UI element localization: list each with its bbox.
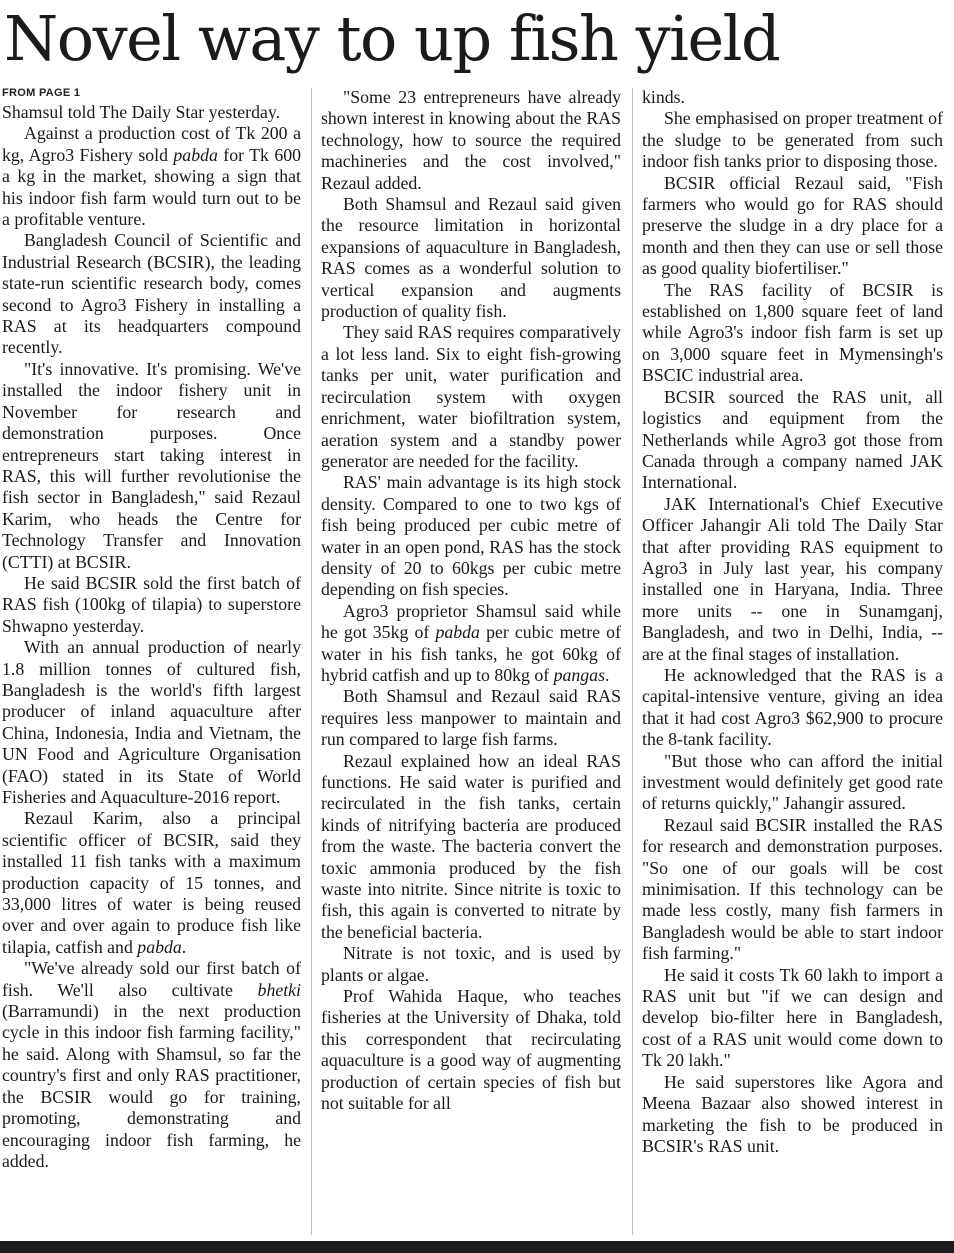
paragraph: He said superstores like Agora and Meena Bazaar also showed interest in marketing the fish to be produced in BCSIR's RAS unit.	[642, 1071, 943, 1156]
column-divider	[632, 88, 633, 1235]
paragraph: The RAS facility of BCSIR is established on 1,800 square feet of land while Agro3's indoor fish farm is set up on 3,000 square feet in Mymensingh's BSCIC industrial area.	[642, 279, 943, 386]
paragraph: "But those who can afford the initial investment would definitely get good rate of returns quickly," Jahangir assured.	[642, 750, 943, 814]
column-divider	[311, 88, 312, 1235]
paragraph: Rezaul Karim, also a principal scientific officer of BCSIR, said they installed 11 fish tanks with a maximum production capacity of 15 tonnes, and 33,000 litres of water is being reused over and over again to produce fish like tilapia, catfish and pabda.	[2, 808, 301, 957]
article-column-3	[642, 87, 943, 1239]
paragraph: "It's innovative. It's promising. We've installed the indoor fishery unit in November for research and demonstration purposes. Once entrepreneurs start taking interest in RAS, this will further revolutionise the fish sector in Bangladesh," said Rezaul Karim, who heads the Centre for Technology Transfer and Innovation (CTTI) at BCSIR.	[2, 358, 301, 572]
paragraph: "Some 23 entrepreneurs have already shown interest in knowing about the RAS technology, how to source the required machineries and the cost involved," Rezaul added.	[321, 87, 621, 193]
paragraph: He said BCSIR sold the first batch of RAS fish (100kg of tilapia) to superstore Shwapno yesterday.	[2, 572, 301, 636]
article-column-2	[321, 87, 621, 1239]
paragraph: They said RAS requires comparatively a lot less land. Six to eight fish-growing tanks per unit, water purification and recirculation system with oxygen enrichment, water biofiltration system, aeration system and a standby power generator are needed for the facility.	[321, 322, 621, 471]
headline: Novel way to up fish yield	[4, 2, 780, 75]
paragraph: "We've already sold our first batch of fish. We'll also cultivate bhetki (Barramundi) in the next production cycle in this indoor fish farming facility," he said. Along with Shamsul, so far the country's first and only RAS practitioner, the BCSIR would go for training, promoting, demonstrating and encouraging indoor fish farming, he added.	[2, 958, 301, 1171]
paragraph: JAK International's Chief Executive Officer Jahangir Ali told The Daily Star that after providing RAS equipment to Agro3 in July last year, his company installed one in Haryana, India. Three more units -- one in Sunamganj, Bangladesh, and two in Delhi, India, -- are at the final stages of installation.	[642, 493, 943, 664]
paragraph: Nitrate is not toxic, and is used by plants or algae.	[321, 943, 621, 985]
paragraph: Prof Wahida Haque, who teaches fisheries at the University of Dhaka, told this correspondent that recirculating aquaculture is a good way of augmenting production of certain species of fish but not suitable for all	[321, 986, 621, 1114]
paragraph: Against a production cost of Tk 200 a kg, Agro3 Fishery sold pabda for Tk 600 a kg in the market, showing a sign that his indoor fish farm would turn out to be a profitable venture.	[2, 123, 301, 230]
paragraph: Shamsul told The Daily Star yesterday.	[2, 102, 281, 122]
paragraph: She emphasised on proper treatment of the sludge to be generated from such indoor fish tanks prior to disposing those.	[642, 108, 943, 172]
paragraph: Rezaul said BCSIR installed the RAS for research and demonstration purposes. "So one of our goals will be cost minimisation. If this technology can be made less costly, many fish farmers in Bangladesh would be able to start indoor fish farming."	[642, 814, 943, 964]
paragraph: Both Shamsul and Rezaul said given the resource limitation in horizontal expansions of aquaculture in Bangladesh, RAS comes as a wonderful solution to vertical expansion and augments production of quality fish.	[321, 194, 621, 322]
paragraph: kinds.	[642, 87, 685, 107]
jump-label: FROM PAGE 1	[2, 87, 81, 99]
paragraph: BCSIR sourced the RAS unit, all logistics and equipment from the Netherlands while Agro3 got those from Canada through a company named JAK International.	[642, 386, 943, 493]
paragraph: BCSIR official Rezaul said, "Fish farmers who would go for RAS should preserve the sludge in a dry place for a month and then they can use or sell those as good quality biofertiliser."	[642, 172, 943, 279]
paragraph: RAS' main advantage is its high stock density. Compared to one to two kgs of fish being produced per cubic metre of water in an open pond, RAS has the stock density of 20 to 60kgs per cubic metre depending on fish species.	[321, 472, 621, 600]
page-bottom-rule	[0, 1241, 954, 1253]
paragraph: Both Shamsul and Rezaul said RAS requires less manpower to maintain and run compared to large fish farms.	[321, 686, 621, 750]
paragraph: With an annual production of nearly 1.8 million tonnes of cultured fish, Bangladesh is the world's fifth largest producer of inland aquaculture after China, Indonesia, India and Vietnam, the UN Food and Agriculture Organisation (FAO) stated in its State of World Fisheries and Aquaculture-2016 report.	[2, 637, 301, 807]
paragraph: He acknowledged that the RAS is a capital-intensive venture, giving an idea that it had cost Agro3 $62,900 to procure the 8-tank facility.	[642, 664, 943, 750]
paragraph: Agro3 proprietor Shamsul said while he got 35kg of pabda per cubic metre of water in his fish tanks, he got 60kg of hybrid catfish and up to 80kg of pangas.	[321, 600, 621, 685]
paragraph: Bangladesh Council of Scientific and Industrial Research (BCSIR), the leading state-run scientific research body, comes second to Agro3 Fishery in installing a RAS at its headquarters compound recently.	[2, 230, 301, 358]
paragraph: Rezaul explained how an ideal RAS functions. He said water is purified and recirculated in the fish tanks, certain kinds of nitrifying bacteria are produced from the waste. The bacteria convert the toxic ammonia produced by the fish waste into nitrite. Since nitrite is toxic to fish, this again is converted to nitrate by the beneficial bacteria.	[321, 750, 621, 942]
paragraph: He said it costs Tk 60 lakh to import a RAS unit but "if we can design and develop bio-filter here in Bangladesh, cost of a RAS unit would come down to Tk 20 lakh."	[642, 964, 943, 1071]
article-column-1	[2, 86, 301, 1239]
